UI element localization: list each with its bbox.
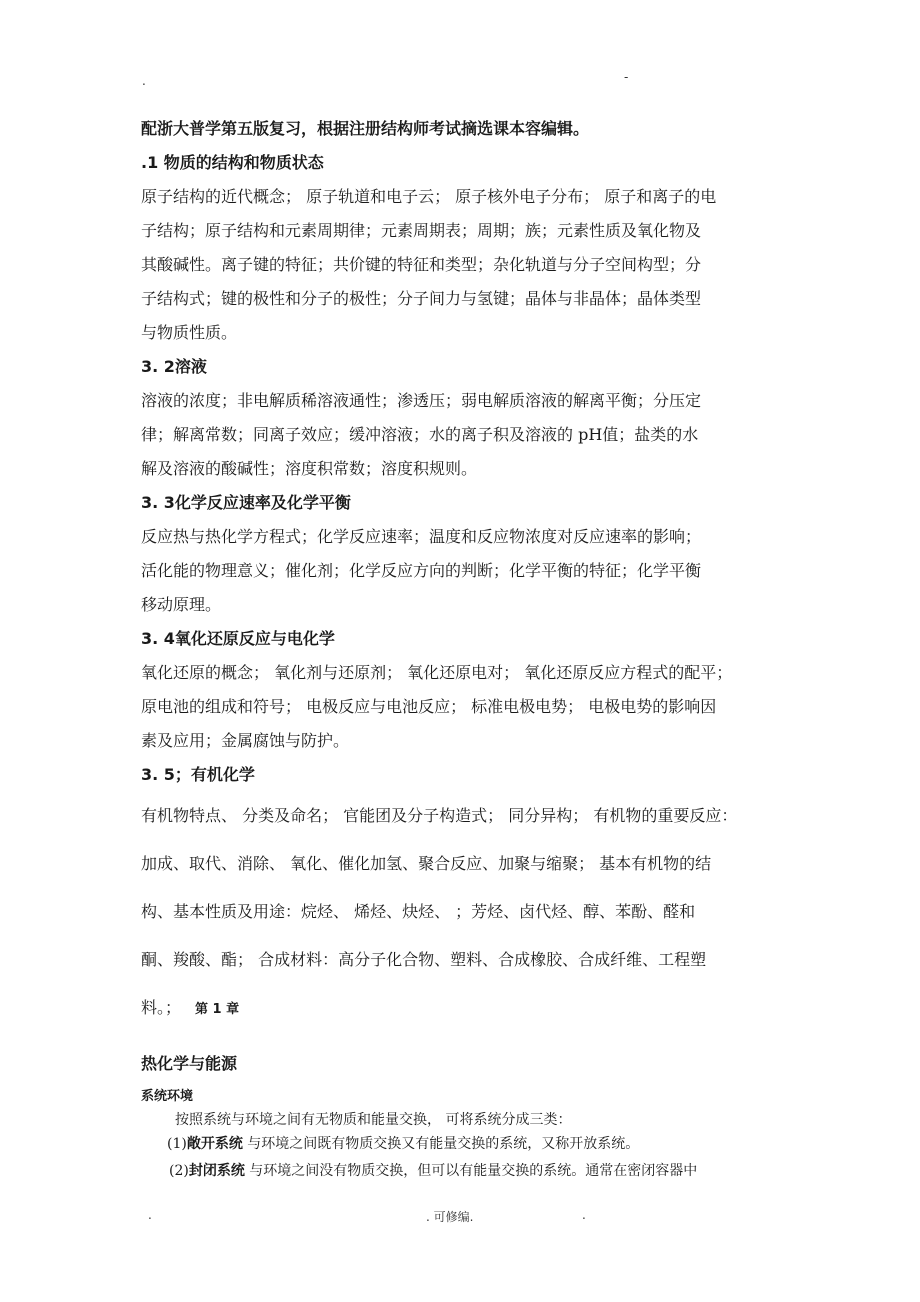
section-3-line: 移动原理。 xyxy=(141,595,222,614)
section-4-title: 3. 4氧化还原反应与电化学 xyxy=(141,629,335,648)
list-item-closed-system xyxy=(141,1156,786,1186)
header-dot: . xyxy=(142,74,146,88)
section-5-line: 构、基本性质及用途：烷烃、 烯烃、炔烃、 ；芳烃、卤代烃、醇、苯酚、醛和 xyxy=(141,902,696,921)
section-5-line xyxy=(141,984,786,1034)
term-closed-system: 封闭系统 xyxy=(188,1163,245,1179)
section-4-line: 素及应用；金属腐蚀与防护。 xyxy=(141,731,350,750)
section-2-body xyxy=(141,384,786,486)
list-item-text: 与环境之间没有物质交换，但可以有能量交换的系统。通常在密闭容器中 xyxy=(244,1163,698,1179)
section-5-last-text: 料。； xyxy=(141,998,182,1017)
section-5-line: 有机物特点、 分类及命名； 官能团及分子构造式； 同分异构； 有机物的重要反应： xyxy=(141,806,738,825)
section-2-line: 溶液的浓度；非电解质稀溶液通性；渗透压；弱电解质溶液的解离平衡；分压定 xyxy=(141,391,702,410)
chapter-title: 热化学与能源 xyxy=(141,1054,238,1073)
section-5-line: 酮、羧酸、酯； 合成材料：高分子化合物、塑料、合成橡胶、合成纤维、工程塑 xyxy=(141,950,707,969)
footer-left-dot: . xyxy=(148,1208,152,1222)
chapter-subtitle: 系统环境 xyxy=(141,1089,194,1104)
list-item-open-system xyxy=(141,1132,786,1156)
section-1-line: 其酸碱性。离子键的特征；共价键的特征和类型；杂化轨道与分子空间构型；分 xyxy=(141,255,702,274)
intro-line: 配浙大普学第五版复习，根据注册结构师考试摘选课本容编辑。 xyxy=(141,119,590,138)
section-3-line: 反应热与热化学方程式；化学反应速率；温度和反应物浓度对反应速率的影响； xyxy=(141,527,702,546)
section-3-title: 3. 3化学反应速率及化学平衡 xyxy=(141,493,351,512)
header-dash: - xyxy=(624,70,629,84)
chapter-label: 第 1 章 xyxy=(195,1002,240,1017)
section-3-line: 活化能的物理意义；催化剂；化学反应方向的判断；化学平衡的特征；化学平衡 xyxy=(141,561,702,580)
term-open-system: 敞开系统 xyxy=(186,1136,243,1152)
section-1-line: 子结构式；键的极性和分子的极性；分子间力与氢键；晶体与非晶体；晶体类型 xyxy=(141,289,702,308)
footer-center-text: . 可修编. xyxy=(426,1210,474,1224)
section-4-body xyxy=(141,656,786,758)
section-1-title: .1 物质的结构和物质状态 xyxy=(141,153,324,172)
section-5-line: 加成、取代、消除、 氧化、催化加氢、聚合反应、加聚与缩聚； 基本有机物的结 xyxy=(141,854,712,873)
section-1-line: 原子结构的近代概念； 原子轨道和电子云； 原子核外电子分布； 原子和离子的电 xyxy=(141,187,717,206)
list-item-text: 与环境之间既有物质交换又有能量交换的系统，又称开放系统。 xyxy=(242,1136,640,1152)
section-2-title: 3. 2溶液 xyxy=(141,357,207,376)
section-5-title: 3. 5；有机化学 xyxy=(141,765,255,784)
section-3-body xyxy=(141,520,786,622)
section-1-body xyxy=(141,180,786,350)
section-2-line: 解及溶液的酸碱性；溶度积常数；溶度积规则。 xyxy=(141,459,478,478)
section-4-line: 原电池的组成和符号； 电极反应与电池反应； 标准电极电势； 电极电势的影响因 xyxy=(141,697,717,716)
footer-right-dot: . xyxy=(582,1208,586,1222)
section-1-line: 子结构；原子结构和元素周期律；元素周期表；周期；族；元素性质及氧化物及 xyxy=(141,221,702,240)
list-number: (2) xyxy=(169,1163,189,1179)
list-number: (1) xyxy=(167,1136,187,1152)
section-4-line: 氧化还原的概念； 氧化剂与还原剂； 氧化还原电对； 氧化还原反应方程式的配平； xyxy=(141,663,733,682)
section-5-body xyxy=(141,792,786,1034)
chapter-paragraph: 按照系统与环境之间有无物质和能量交换， 可将系统分成三类： xyxy=(175,1112,572,1128)
section-2-line: 律；解离常数；同离子效应；缓冲溶液；水的离子积及溶液的 pH值；盐类的水 xyxy=(141,425,699,444)
document-body xyxy=(141,112,786,1186)
section-1-line: 与物质性质。 xyxy=(141,323,238,342)
